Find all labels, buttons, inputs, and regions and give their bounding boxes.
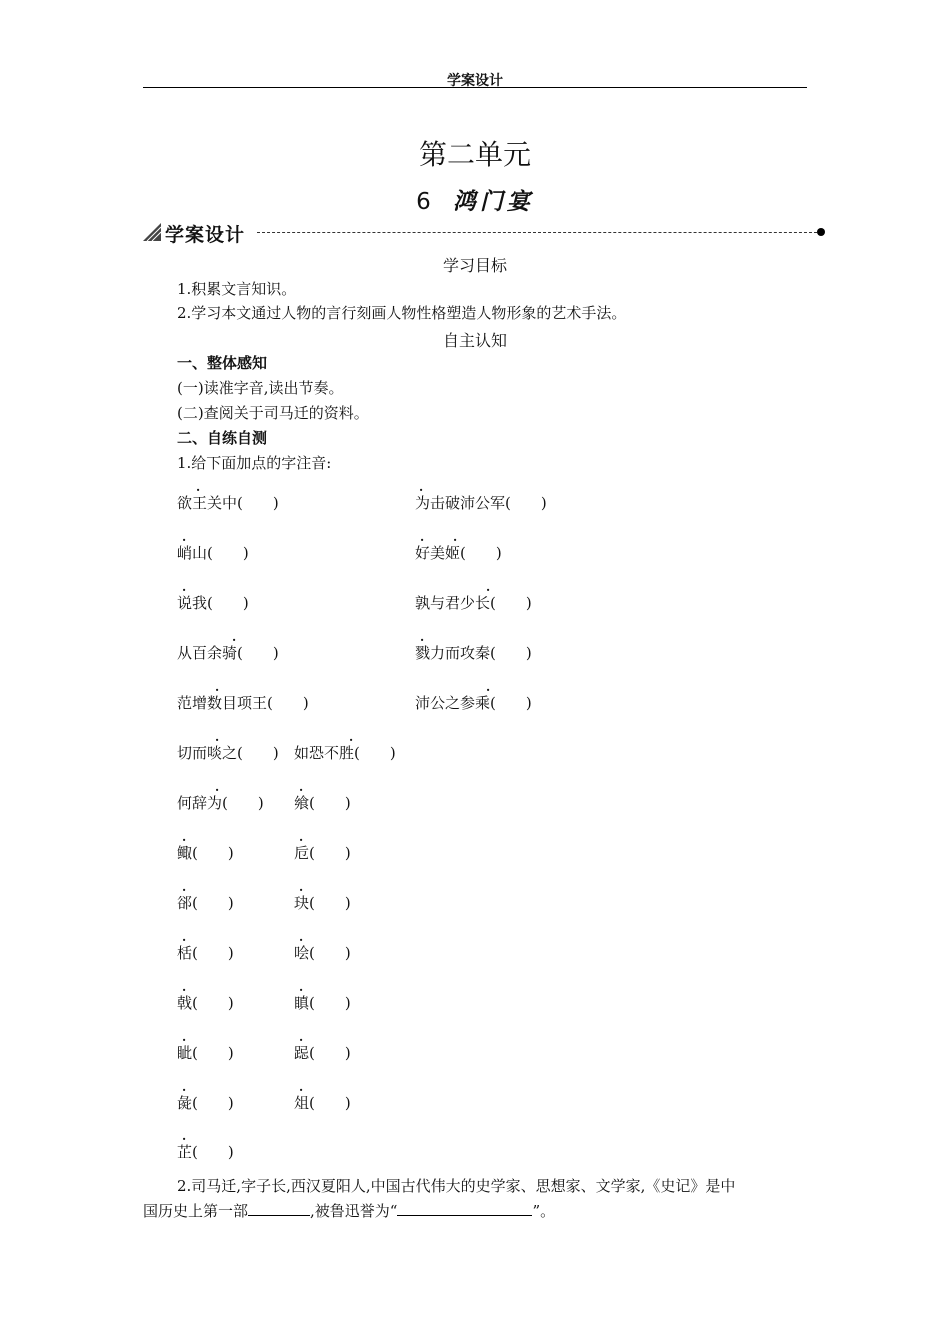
section-banner	[143, 220, 825, 246]
pinyin-item: . 芷( )	[177, 1129, 234, 1161]
pinyin-item: . 戟( )	[177, 980, 234, 1012]
goal-item: 2.学习本文通过人物的言行刻画人物性格塑造人物形象的艺术手法。	[177, 304, 627, 322]
answer-blank[interactable]	[248, 1201, 310, 1216]
pinyin-item: . 切而啖之( )	[177, 730, 279, 762]
pinyin-item: . 玦( )	[294, 880, 351, 912]
question-1: 1.给下面加点的字注音:	[177, 454, 332, 472]
header-rule	[143, 87, 807, 88]
pinyin-item: . 俎( )	[294, 1080, 351, 1112]
self-study-heading: 自主认知	[442, 331, 507, 350]
banner-dotted-line	[257, 232, 817, 233]
pinyin-item: . 眦( )	[177, 1030, 234, 1062]
pinyin-item: . 为击破沛公军( )	[415, 480, 547, 512]
part1-title: 一、整体感知	[177, 354, 268, 372]
pinyin-item: . 何辞为( )	[177, 780, 264, 812]
pinyin-item: . 如恐不胜( )	[294, 730, 396, 762]
pinyin-item: . 郤( )	[177, 880, 234, 912]
lesson-title	[0, 183, 950, 216]
pinyin-item: . 说我( )	[177, 580, 249, 612]
pinyin-item: . 瞋( )	[294, 980, 351, 1012]
pinyin-item: . . 好美姬( )	[415, 530, 502, 562]
part2-title: 二、自练自测	[177, 429, 268, 447]
banner-triangle-icon	[143, 223, 161, 241]
question-2-line2: 国历史上第一部 ,被鲁迅誉为“ ”。	[143, 1202, 556, 1220]
pinyin-item: . 鲰( )	[177, 830, 234, 862]
pinyin-item: . 孰与君少长( )	[415, 580, 532, 612]
pinyin-item: . 戮力而攻秦( )	[415, 630, 532, 662]
goals-heading: 学习目标	[442, 256, 507, 275]
banner-label: 学案设计	[165, 224, 246, 246]
pinyin-item: . 从百余骑( )	[177, 630, 279, 662]
pinyin-item: . 飨( )	[294, 780, 351, 812]
goal-item: 1.积累文言知识。	[177, 280, 297, 298]
banner-end-dot	[817, 228, 825, 236]
pinyin-item: . 沛公之参乘( )	[415, 680, 532, 712]
page-header-title: 学案设计	[447, 73, 503, 89]
lesson-number: 6	[416, 189, 431, 215]
pinyin-item: . 跽( )	[294, 1030, 351, 1062]
part1-item: (一)读准字音,读出节奏。	[177, 379, 344, 397]
lesson-name: 鸿门宴	[452, 189, 534, 215]
pinyin-item: . 卮( )	[294, 830, 351, 862]
pinyin-item: . 栝( )	[177, 930, 234, 962]
pinyin-item: . 峭山( )	[177, 530, 249, 562]
pinyin-item: . 范增数目项王( )	[177, 680, 309, 712]
answer-blank[interactable]	[397, 1201, 532, 1216]
pinyin-item: . 欲王关中( )	[177, 480, 279, 512]
unit-title: 第二单元	[418, 138, 531, 171]
part1-item: (二)查阅关于司马迁的资料。	[177, 404, 369, 422]
pinyin-item: . 彘( )	[177, 1080, 234, 1112]
pinyin-item: . 哙( )	[294, 930, 351, 962]
question-2-line1: 2.司马迁,字子长,西汉夏阳人,中国古代伟大的史学家、思想家、文学家,《史记》是中	[177, 1177, 736, 1195]
